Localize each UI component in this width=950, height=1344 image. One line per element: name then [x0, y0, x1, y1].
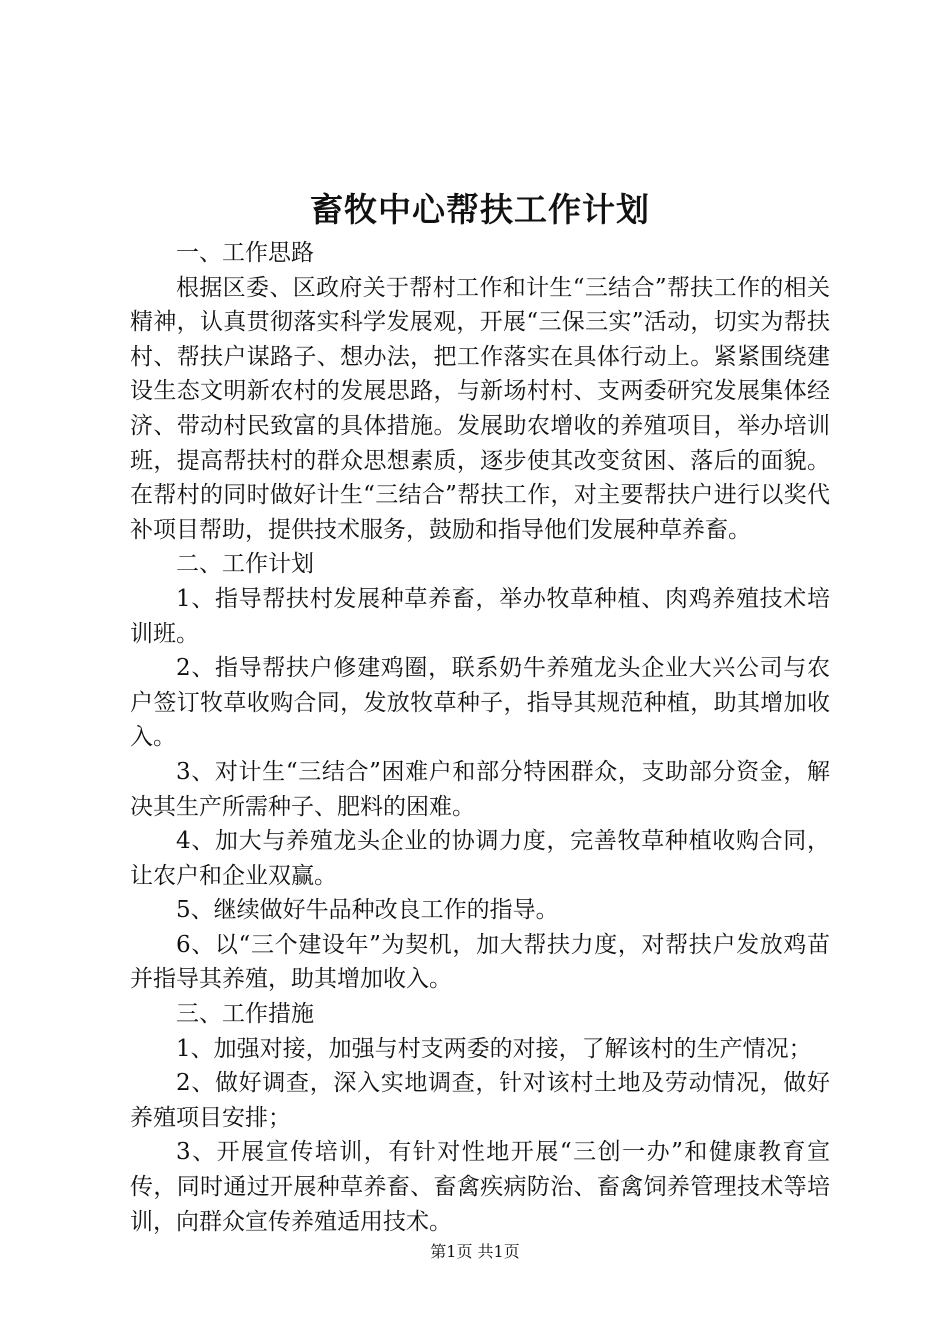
paragraph-ideas: 根据区委、区政府关于帮村工作和计生“三结合”帮扶工作的相关精神，认真贯彻落实科学发展观，开展“三保三实”活动，切实为帮扶村、帮扶户谋路子、想办法，把工作落实在具体行动上。紧紧围绕建设生态文明新农村的发展思路，与新场村村、支两委研究发展集体经济、带动村民致富的具体措施。发展助农增收的养殖项目，举办培训班，提高帮扶村的群众思想素质，逐步使其改变贫困、落后的面貌。在帮村的同时做好计生“三结合”帮扶工作，对主要帮扶户进行以奖代补项目帮助，提供技术服务，鼓励和指导他们发展种草养畜。	[130, 274, 830, 543]
plan-item-4: 4、加大与养殖龙头企业的协调力度，完善牧草种植收购合同，让农户和企业双赢。	[130, 828, 830, 889]
measure-item-3: 3、开展宣传培训，有针对性地开展“三创一办”和健康教育宣传，同时通过开展种草养畜、畜禽疾病防治、畜禽饲养管理技术等培训，向群众宣传养殖适用技术。	[130, 1139, 830, 1235]
plan-item-6: 6、以“三个建设年”为契机，加大帮扶力度，对帮扶户发放鸡苗并指导其养殖，助其增加收入。	[130, 931, 830, 993]
document-title: 畜牧中心帮扶工作计划	[310, 190, 650, 229]
document-page	[130, 0, 830, 1344]
heading-ideas: 一、工作思路	[176, 240, 314, 266]
document-body	[130, 236, 830, 1239]
plan-item-3: 3、对计生“三结合”困难户和部分特困群众，支助部分资金，解决其生产所需种子、肥料的困难。	[130, 758, 830, 820]
heading-plan: 二、工作计划	[176, 551, 314, 578]
measure-item-1: 1、加强对接，加强与村支两委的对接，了解该村的生产情况；	[176, 1035, 812, 1062]
plan-item-1: 1、指导帮扶村发展种草养畜，举办牧草种植、肉鸡养殖技术培训班。	[130, 585, 830, 647]
plan-item-2: 2、指导帮扶户修建鸡圈，联系奶牛养殖龙头企业大兴公司与农户签订牧草收购合同，发放牧草种子，指导其规范种植，助其增加收入。	[130, 655, 830, 751]
page-number-footer: 第1页 共1页	[430, 1242, 520, 1261]
plan-item-5: 5、继续做好牛品种改良工作的指导。	[176, 897, 559, 924]
measure-item-2: 2、做好调查，深入实地调查，针对该村土地及劳动情况，做好养殖项目安排；	[130, 1070, 830, 1131]
heading-measures: 三、工作措施	[176, 1001, 314, 1028]
